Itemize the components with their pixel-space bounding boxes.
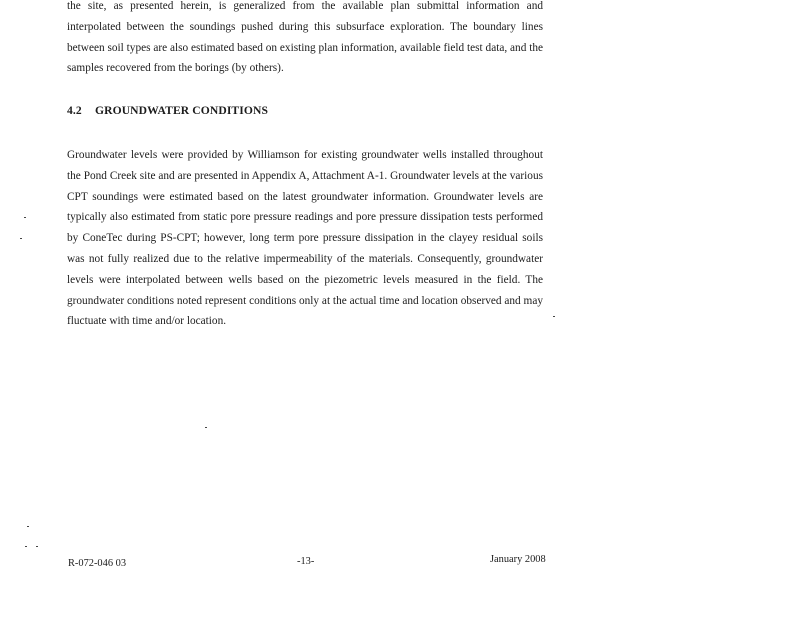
scan-speck xyxy=(20,238,22,239)
scan-speck xyxy=(24,217,26,218)
scan-speck xyxy=(553,316,555,317)
scan-speck xyxy=(36,546,38,547)
scan-speck xyxy=(205,427,207,428)
footer-date: January 2008 xyxy=(490,554,546,565)
footer-page-number: -13- xyxy=(297,556,315,567)
section-number: 4.2 xyxy=(67,104,82,117)
groundwater-paragraph: Groundwater levels were provided by Williamson for existing groundwater wells installed throughout the Pond Creek site and are presented in Appendix A, Attachment A-1. Groundwater levels at the various CPT soundings were estimated based on the latest groundwater information. Groundwater levels are typically also estimated from static pore pressure readings and pore pressure dissipation tests performed by ConeTec during PS-CPT; however, long term pore pressure dissipation in the clayey residual soils was not fully realized due to the relative impermeability of the materials. Consequently, groundwater levels were interpolated between wells based on the piezometric levels measured in the field. The groundwater conditions noted represent conditions only at the actual time and location observed and may fluctuate with time and/or location. xyxy=(67,149,543,328)
footer-report-number: R-072-046 03 xyxy=(68,558,127,569)
section-heading xyxy=(67,104,268,117)
scan-speck xyxy=(27,526,29,527)
scan-speck xyxy=(25,546,27,547)
section-title: GROUNDWATER CONDITIONS xyxy=(95,104,269,117)
intro-paragraph: the site, as presented herein, is generalized from the available plan submittal information and interpolated between the soundings pushed during this subsurface exploration. The boundary lines between soil types are also estimated based on existing plan information, available field test data, and the samples recovered from the borings (by others). xyxy=(67,0,543,75)
